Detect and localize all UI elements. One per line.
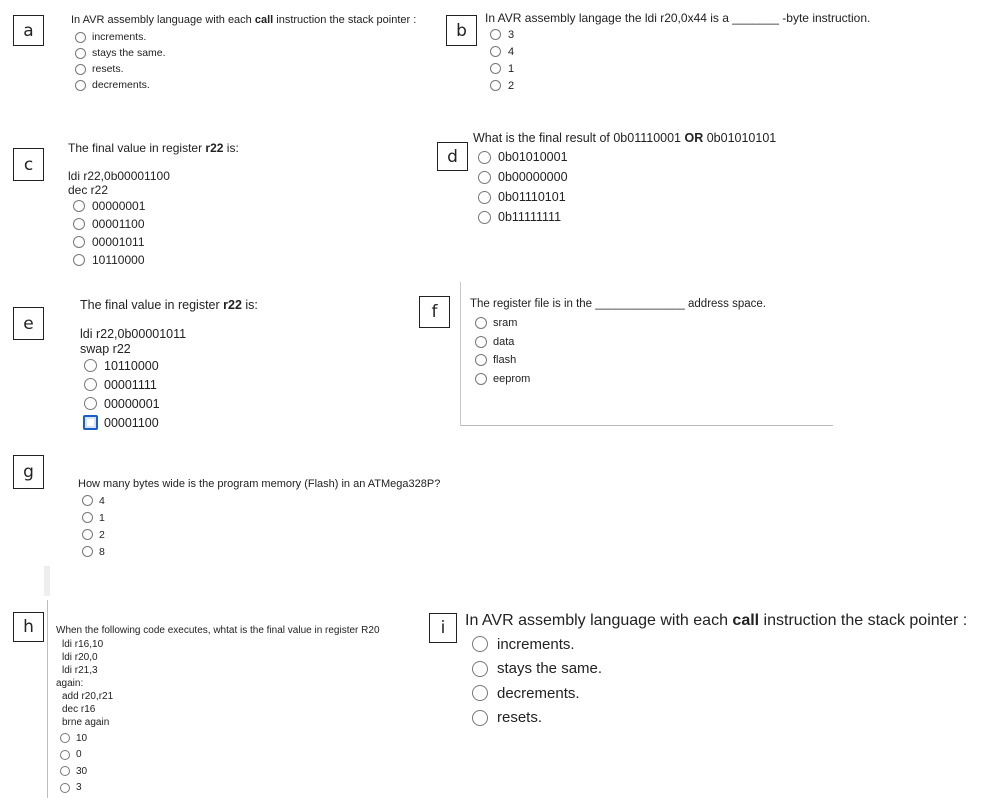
question-g-options	[82, 492, 105, 560]
radio-button[interactable]	[478, 151, 491, 164]
option[interactable]: increments.	[75, 29, 166, 45]
radio-button-focused[interactable]	[83, 415, 98, 430]
radio-button[interactable]	[60, 783, 70, 793]
question-letter-c: c	[13, 148, 44, 181]
question-i-prompt: In AVR assembly language with each call instruction the stack pointer :	[465, 612, 968, 629]
question-c-code	[68, 169, 170, 197]
radio-button[interactable]	[472, 661, 488, 677]
option[interactable]: 0b01010001	[478, 147, 568, 167]
option[interactable]: 0b01110101	[478, 187, 568, 207]
code-line: ldi r20,0	[62, 652, 98, 663]
question-i-options	[472, 632, 602, 730]
radio-button[interactable]	[472, 710, 488, 726]
question-letter-b: b	[446, 15, 477, 46]
option[interactable]: 00000001	[84, 394, 160, 413]
option[interactable]: 00001100	[73, 215, 145, 233]
question-c-prompt: The final value in register r22 is:	[68, 141, 239, 155]
option[interactable]: 4	[82, 492, 105, 509]
option[interactable]: 30	[60, 763, 87, 780]
question-b-prompt: In AVR assembly langage the ldi r20,0x44 is a _______ -byte instruction.	[485, 11, 871, 25]
radio-button[interactable]	[82, 512, 93, 523]
radio-button[interactable]	[73, 254, 85, 266]
radio-button[interactable]	[73, 200, 85, 212]
question-f-prompt: The register file is in the ______________ address space.	[470, 298, 767, 310]
option[interactable]: decrements.	[75, 77, 166, 93]
option[interactable]: 0	[60, 747, 87, 764]
radio-button[interactable]	[73, 236, 85, 248]
option[interactable]: 2	[82, 526, 105, 543]
question-h-code	[62, 638, 103, 677]
radio-button[interactable]	[475, 354, 487, 366]
code-line: brne again	[62, 717, 110, 728]
option[interactable]: 0b00000000	[478, 167, 568, 187]
radio-button[interactable]	[478, 211, 491, 224]
option[interactable]: 2	[490, 77, 514, 94]
option[interactable]: increments.	[472, 632, 602, 657]
radio-button[interactable]	[84, 397, 97, 410]
question-b-options	[490, 26, 514, 94]
radio-button[interactable]	[490, 80, 501, 91]
radio-button[interactable]	[82, 546, 93, 557]
question-d-prompt: What is the final result of 0b01110001 OR 0b01010101	[473, 131, 777, 145]
option[interactable]: 3	[490, 26, 514, 43]
radio-button[interactable]	[84, 359, 97, 372]
radio-button[interactable]	[60, 766, 70, 776]
code-line: ldi r22,0b00001011	[80, 327, 187, 341]
radio-button[interactable]	[490, 46, 501, 57]
option[interactable]: 8	[82, 543, 105, 560]
option[interactable]: stays the same.	[472, 657, 602, 682]
question-e-code	[80, 327, 186, 357]
option[interactable]: stays the same.	[75, 45, 166, 61]
question-letter-e: e	[13, 307, 44, 340]
option[interactable]: 00001111	[84, 375, 160, 394]
option[interactable]: 10110000	[84, 356, 160, 375]
radio-button[interactable]	[475, 373, 487, 385]
radio-button[interactable]	[490, 63, 501, 74]
option[interactable]: 0b11111111	[478, 207, 568, 227]
question-f-options	[475, 314, 530, 388]
radio-button[interactable]	[82, 529, 93, 540]
radio-button[interactable]	[75, 64, 86, 75]
radio-button[interactable]	[472, 685, 488, 701]
option[interactable]: resets.	[472, 706, 602, 731]
option[interactable]: resets.	[75, 61, 166, 77]
question-g-prompt: How many bytes wide is the program memory (Flash) in an ATMega328P?	[78, 478, 441, 490]
code-line: ldi r16,10	[62, 639, 104, 650]
code-line: dec r16	[62, 704, 96, 715]
radio-button[interactable]	[75, 80, 86, 91]
radio-button[interactable]	[82, 495, 93, 506]
radio-button[interactable]	[60, 750, 70, 760]
question-e-options	[84, 356, 160, 432]
scan-artifact	[44, 566, 50, 596]
option[interactable]: 00001011	[73, 233, 145, 251]
question-letter-f: f	[419, 296, 450, 328]
question-c-options	[73, 197, 145, 269]
question-h-prompt: When the following code executes, whtat is the final value in register R20	[56, 625, 380, 636]
radio-button[interactable]	[478, 191, 491, 204]
radio-button[interactable]	[475, 336, 487, 348]
question-letter-i: i	[429, 613, 457, 643]
option[interactable]: flash	[475, 351, 530, 370]
option[interactable]: 4	[490, 43, 514, 60]
question-a-prompt: In AVR assembly language with each call instruction the stack pointer :	[71, 14, 417, 26]
radio-button[interactable]	[60, 733, 70, 743]
question-letter-g: g	[13, 455, 44, 489]
option[interactable]: 1	[82, 509, 105, 526]
question-letter-h: h	[13, 612, 44, 642]
option[interactable]: 1	[490, 60, 514, 77]
option-selected[interactable]: 00001100	[84, 413, 160, 432]
radio-button[interactable]	[475, 317, 487, 329]
option[interactable]: 10	[60, 730, 87, 747]
option[interactable]: sram	[475, 314, 530, 333]
radio-button[interactable]	[73, 218, 85, 230]
radio-button[interactable]	[84, 378, 97, 391]
question-h-loop	[62, 690, 113, 729]
code-line: ldi r21,3	[62, 665, 98, 676]
option[interactable]: data	[475, 333, 530, 352]
panel-border-bottom	[461, 425, 833, 426]
code-line: swap r22	[80, 342, 131, 356]
question-h-options	[60, 730, 87, 796]
option[interactable]: 00000001	[73, 197, 145, 215]
radio-button[interactable]	[490, 29, 501, 40]
question-letter-d: d	[437, 142, 468, 171]
option[interactable]: decrements.	[472, 681, 602, 706]
option[interactable]: eeprom	[475, 370, 530, 389]
radio-button[interactable]	[478, 171, 491, 184]
question-e-prompt: The final value in register r22 is:	[80, 298, 258, 312]
code-line: add r20,r21	[62, 691, 114, 702]
option[interactable]: 10110000	[73, 251, 145, 269]
panel-border-left	[47, 600, 48, 798]
radio-button[interactable]	[75, 32, 86, 43]
radio-button[interactable]	[472, 636, 488, 652]
option[interactable]: 3	[60, 780, 87, 797]
question-a-options	[75, 29, 166, 93]
panel-border-left	[460, 282, 461, 426]
question-letter-a: a	[13, 15, 44, 46]
code-line: dec r22	[68, 183, 109, 197]
radio-button[interactable]	[75, 48, 86, 59]
question-d-options	[478, 147, 568, 227]
code-label: again:	[56, 678, 84, 689]
code-line: ldi r22,0b00001100	[68, 169, 170, 183]
